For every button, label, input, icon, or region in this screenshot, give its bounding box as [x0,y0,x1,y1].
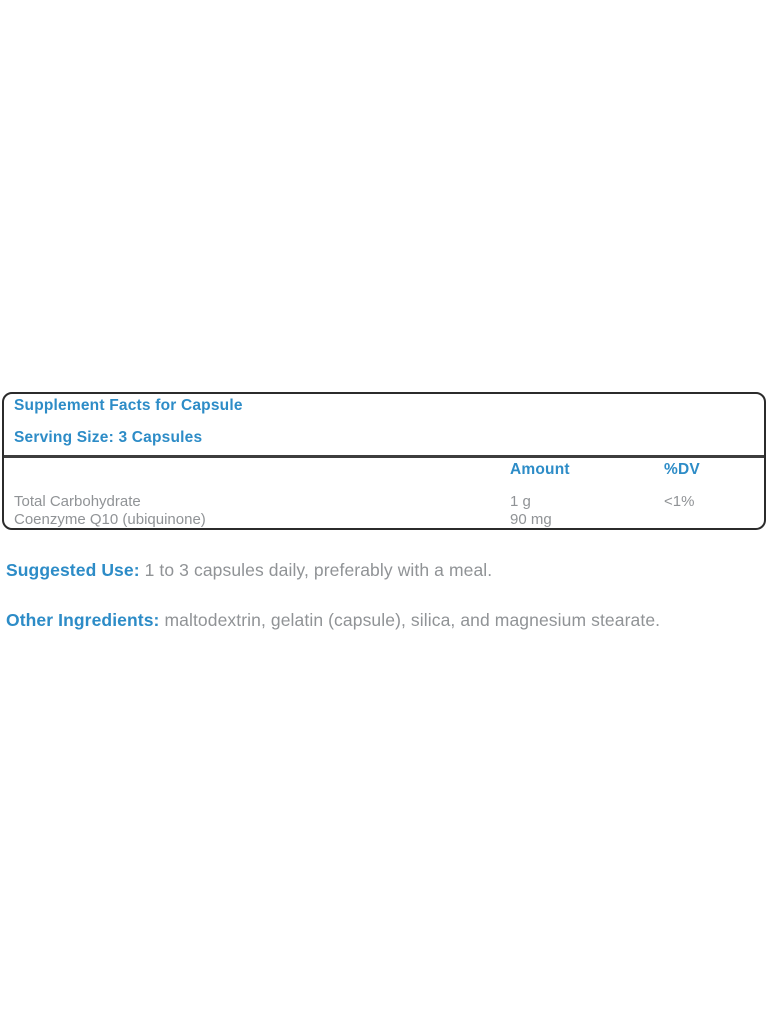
panel-title: Supplement Facts for Capsule [14,397,243,414]
other-ingredients-text: maltodextrin, gelatin (capsule), silica, and magnesium stearate. [159,610,661,630]
supplement-facts-panel [2,392,766,530]
suggested-use-text: 1 to 3 capsules daily, preferably with a meal. [139,560,493,580]
suggested-use-line [6,559,492,581]
other-ingredients-label: Other Ingredients: [6,610,160,630]
column-header-amount: Amount [510,461,570,478]
column-header-dv: %DV [664,461,700,478]
nutrient-amount: 90 mg [510,511,552,528]
header-divider [4,455,764,458]
nutrient-name: Coenzyme Q10 (ubiquinone) [14,511,206,528]
table-row [4,512,764,528]
serving-size: Serving Size: 3 Capsules [14,429,203,446]
nutrient-name: Total Carbohydrate [14,493,141,510]
nutrient-dv: <1% [664,493,695,510]
table-row [4,494,764,510]
suggested-use-label: Suggested Use: [6,560,140,580]
other-ingredients-line [6,609,660,631]
nutrient-amount: 1 g [510,493,531,510]
